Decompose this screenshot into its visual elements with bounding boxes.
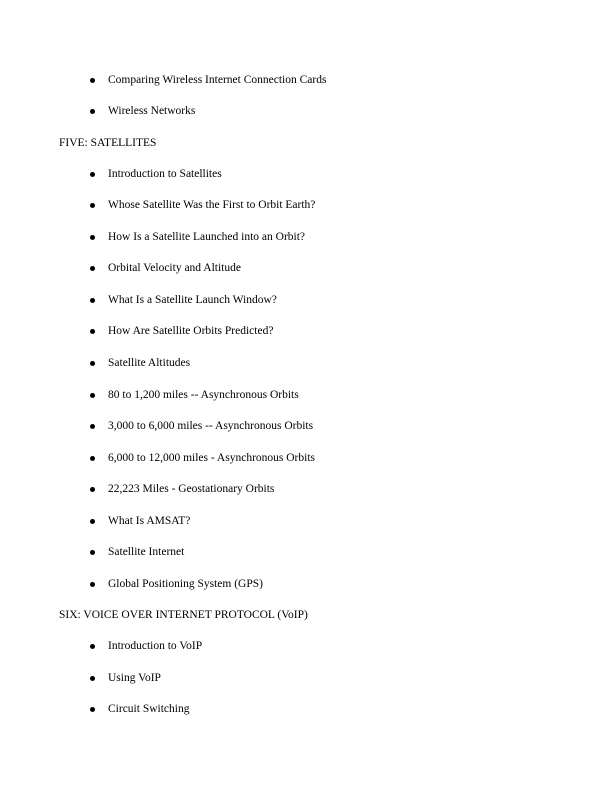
bullet-icon [90,298,95,303]
bullet-icon [90,644,95,649]
list-item-text: 22,223 Miles - Geostationary Orbits [108,483,275,495]
bullet-icon [90,582,95,587]
list-item-text: What Is AMSAT? [108,515,191,527]
bullet-icon [90,393,95,398]
list-item-text: 6,000 to 12,000 miles - Asynchronous Orbits [108,452,315,464]
bullet-icon [90,172,95,177]
list-item-text: Satellite Internet [108,546,185,558]
bullet-icon [90,329,95,334]
list-item-text: Whose Satellite Was the First to Orbit Earth? [108,199,316,211]
bullet-icon [90,235,95,240]
list-item-text: Global Positioning System (GPS) [108,578,263,590]
list-item-text: Using VoIP [108,672,161,684]
bullet-icon [90,361,95,366]
bullet-icon [90,203,95,208]
bullet-icon [90,78,95,83]
list-item-text: How Are Satellite Orbits Predicted? [108,325,274,337]
list-item-text: Orbital Velocity and Altitude [108,262,241,274]
bullet-icon [90,266,95,271]
bullet-icon [90,519,95,524]
list-item-text: 3,000 to 6,000 miles -- Asynchronous Orbits [108,420,314,432]
bullet-icon [90,456,95,461]
bullet-icon [90,109,95,114]
bullet-icon [90,424,95,429]
list-item-text: Wireless Networks [108,105,196,117]
bullet-icon [90,487,95,492]
section-heading: SIX: VOICE OVER INTERNET PROTOCOL (VoIP) [59,609,308,621]
list-item-text: 80 to 1,200 miles -- Asynchronous Orbits [108,389,299,401]
bullet-icon [90,707,95,712]
list-item-text: How Is a Satellite Launched into an Orbit? [108,231,306,243]
bullet-icon [90,550,95,555]
list-item-text: What Is a Satellite Launch Window? [108,294,277,306]
list-item-text: Circuit Switching [108,703,190,715]
list-item-text: Satellite Altitudes [108,357,191,369]
section-heading: FIVE: SATELLITES [59,137,157,149]
list-item-text: Introduction to VoIP [108,640,203,652]
list-item-text: Introduction to Satellites [108,168,222,180]
list-item-text: Comparing Wireless Internet Connection Cards [108,74,327,86]
bullet-icon [90,676,95,681]
